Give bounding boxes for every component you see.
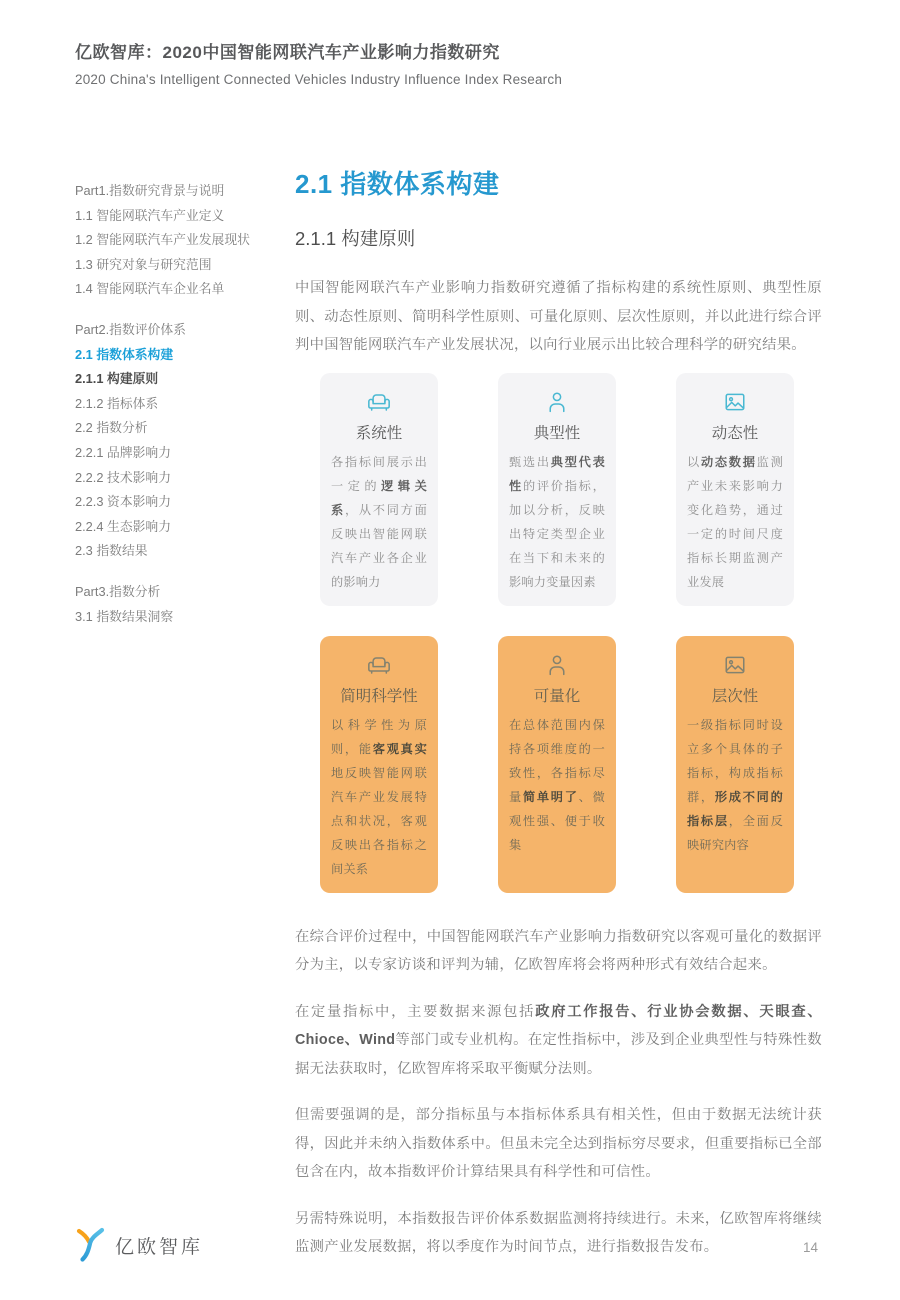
page-header xyxy=(75,38,562,87)
subsection-title: 2.1.1 构建原则 xyxy=(295,228,416,249)
text-segment: 但需要强调的是，部分指标虽与本指标体系具有相关性，但由于数据无法统计获得，因此并未纳入指数体系中。但虽未完全达到指标穷尽要求，但重要指标已全部包含在内，故本指数评价计算结果具有科学性和可信性。 xyxy=(295,1107,822,1180)
image-icon xyxy=(687,652,783,678)
footer-logo-text: 亿欧智库 xyxy=(115,1236,204,1258)
sidebar-item[interactable]: 2.1 指数体系构建 xyxy=(75,346,174,362)
paragraph xyxy=(295,998,822,1084)
bold-text: 政府工作报告、行业协会数据、天眼查、Chioce、Wind xyxy=(295,1003,822,1048)
bold-text: 动态数据 xyxy=(700,454,757,469)
body-paragraphs xyxy=(295,923,822,1262)
text-segment: 等部门或专业机构。在定性指标中，涉及到企业典型性与特殊性数据无法获取时，亿欧智库将采取平衡赋分法则。 xyxy=(295,1032,822,1077)
sidebar-item[interactable]: 2.3 指数结果 xyxy=(75,543,148,559)
text-segment: 一级指标同时设立多个具体的子指标，构成指标群， xyxy=(687,717,783,804)
sidebar-group xyxy=(75,318,290,564)
image-icon xyxy=(687,389,783,415)
sidebar-item[interactable]: Part3.指数分析 xyxy=(75,583,161,599)
card-body xyxy=(331,713,427,881)
bold-text: 客观真实 xyxy=(372,741,427,756)
text-segment: 另需特殊说明，本指数报告评价体系数据监测将持续进行。未来，亿欧智库将继续监测产业发展数据，将以季度作为时间节点，进行指数报告发布。 xyxy=(295,1210,822,1255)
sidebar-item[interactable]: 1.4 智能网联汽车企业名单 xyxy=(75,281,225,297)
sidebar-group xyxy=(75,580,290,629)
card-body xyxy=(509,713,605,857)
card-body xyxy=(509,450,605,594)
report-title-en: 2020 China's Intelligent Connected Vehicles Industry Influence Index Research xyxy=(75,72,563,87)
sidebar-item[interactable]: 1.3 研究对象与研究范围 xyxy=(75,256,212,272)
text-segment: 各指标间展示出一定的 xyxy=(331,454,427,493)
page-number: 14 xyxy=(802,1240,818,1255)
paragraph xyxy=(295,1205,822,1262)
principle-card xyxy=(498,636,616,893)
principle-card xyxy=(676,636,794,893)
bold-text: 典型代表性 xyxy=(509,454,605,493)
sidebar xyxy=(75,179,290,644)
footer-logo xyxy=(73,1226,203,1264)
card-title: 可量化 xyxy=(533,687,581,705)
armchair-icon xyxy=(331,652,427,678)
text-segment: ，从不同方面反映出智能网联汽车产业各企业的影响力 xyxy=(331,502,427,589)
text-segment: 、微观性强、便于收集 xyxy=(509,789,605,852)
sidebar-item[interactable]: Part2.指数评价体系 xyxy=(75,321,186,337)
card-body xyxy=(687,450,783,594)
card-body xyxy=(687,713,783,857)
sidebar-item[interactable]: Part1.指数研究背景与说明 xyxy=(75,183,225,198)
text-segment: 以 xyxy=(687,454,701,469)
sidebar-item[interactable]: 2.1.2 指标体系 xyxy=(75,395,159,411)
sidebar-item[interactable]: 2.2.3 资本影响力 xyxy=(75,494,172,510)
card-body xyxy=(331,450,427,594)
text-segment: 在定量指标中，主要数据来源包括 xyxy=(295,1003,536,1020)
sidebar-group xyxy=(75,179,290,302)
sidebar-item[interactable]: 1.2 智能网联汽车产业发展现状 xyxy=(75,232,250,248)
text-segment: 甄选出 xyxy=(509,454,551,469)
principle-cards xyxy=(320,373,798,893)
sidebar-item[interactable]: 2.2.2 技术影响力 xyxy=(75,469,172,485)
sidebar-item[interactable]: 2.1.1 构建原则 xyxy=(75,371,159,387)
user-icon xyxy=(509,652,605,678)
bold-text: 形成不同的指标层 xyxy=(687,789,783,828)
card-title: 层次性 xyxy=(711,687,759,705)
principle-card xyxy=(498,373,616,606)
text-segment: 中国智能网联汽车产业影响力指数研究遵循了指标构建的系统性原则、典型性原则、动态性原则、简明科学性原则、可量化原则、层次性原则，并以此进行综合评判中国智能网联汽车产业发展状况，以向行业展示出比较合理科学的研究结果。 xyxy=(295,280,822,353)
report-title-zh: 亿欧智库：2020中国智能网联汽车产业影响力指数研究 xyxy=(75,43,500,62)
card-title: 简明科学性 xyxy=(340,687,418,705)
card-title: 典型性 xyxy=(533,424,581,442)
text-segment: 监测产业未来影响力变化趋势，通过一定的时间尺度指标长期监测产业发展 xyxy=(687,454,783,589)
principle-card xyxy=(320,373,438,606)
sidebar-item[interactable]: 2.2.4 生态影响力 xyxy=(75,518,172,534)
user-icon xyxy=(509,389,605,415)
main-content xyxy=(295,164,822,1280)
sidebar-item[interactable]: 2.2.1 品牌影响力 xyxy=(75,444,172,460)
principle-card xyxy=(320,636,438,893)
text-segment: ，全面反映研究内容 xyxy=(687,813,783,852)
card-title: 系统性 xyxy=(355,424,403,442)
paragraph xyxy=(295,1101,822,1187)
armchair-icon xyxy=(331,389,427,415)
sidebar-item[interactable]: 3.1 指数结果洞察 xyxy=(75,608,174,624)
paragraph xyxy=(295,923,822,980)
section-title: 2.1 指数体系构建 xyxy=(295,169,500,199)
card-title: 动态性 xyxy=(711,424,759,442)
sidebar-item[interactable]: 2.2 指数分析 xyxy=(75,420,148,436)
text-segment: 在综合评价过程中，中国智能网联汽车产业影响力指数研究以客观可量化的数据评分为主，以专家访谈和评判为辅，亿欧智库将会将两种形式有效结合起来。 xyxy=(295,928,822,973)
intro-paragraph xyxy=(295,274,822,360)
text-segment: 地反映智能网联汽车产业发展特点和状况，客观反映出各指标之间关系 xyxy=(331,765,427,876)
sidebar-item[interactable]: 1.1 智能网联汽车产业定义 xyxy=(75,207,225,223)
text-segment: 以科学性为原则，能 xyxy=(331,717,427,756)
principle-card xyxy=(676,373,794,606)
eo-logo-icon xyxy=(73,1226,107,1264)
text-segment: 的评价指标，加以分析，反映出特定类型企业在当下和未来的影响力变量因素 xyxy=(509,478,605,589)
text-segment: 在总体范围内保持各项维度的一致性，各指标尽量 xyxy=(509,717,605,804)
bold-text: 简单明了 xyxy=(522,789,579,804)
bold-text: 逻辑关系 xyxy=(331,478,427,517)
